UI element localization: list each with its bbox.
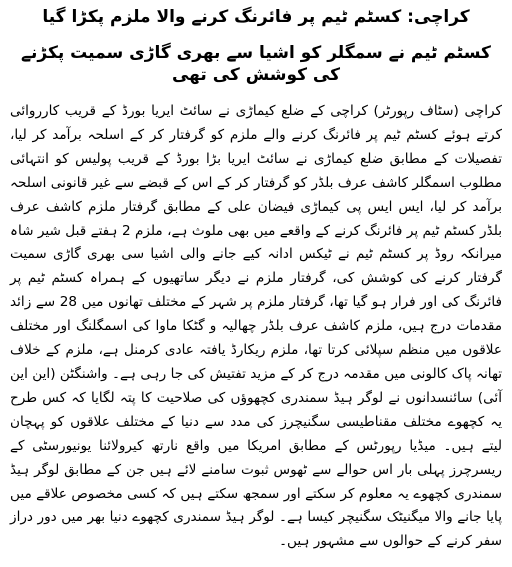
subheadline: کسٹم ٹیم نے سمگلر کو اشیا سے بھری گاڑی سمیت پکڑنے کی کوشش کی تھی — [21, 43, 491, 85]
headline: کراچی: کسٹم ٹیم پر فائرنگ کرنے والا ملزم پکڑا گیا — [42, 7, 470, 27]
article-body — [10, 100, 502, 554]
article-text: کراچی (سٹاف رپورٹر) کراچی کے ضلع کیماڑی نے سائٹ ایریا بورڈ کے قریب کارروائی کرتے ہوئے کسٹم ٹیم پر فائرنگ کرنے والے ملزم کو گرفتار کر کے اسلحہ برآمد کر لیا، تفصیلات کے مطابق ضلع کیماڑی نے سائٹ ایریا بڑا بورڈ کے قریب پولیس کو انتہائی مطلوب اسمگلر کاشف عرف بلڈر کو گرفتار کر کے اس کے قبضے سے غیر قانونی اسلحہ برآمد کر لیا، ایس ایس پی کیماڑی فیضان علی کے مطابق گرفتار ملزم کاشف عرف بلڈر کسٹم ٹیم پر فائرنگ کرنے کے واقعے میں بھی ملوث ہے، ملزم 2 ہفتے قبل شیر شاہ میرانکہ روڈ پر کسٹم ٹیم نے ٹیکس ادانہ کیے جانے والی اشیا سی بھری گاڑی سمیت گرفتار کرنے کی کوشش کی، گرفتار ملزم نے دیگر ساتھیوں کے ہمراہ کسٹم ٹیم پر فائرنگ کی اور فرار ہو گیا تھا، گرفتار ملزم پر شہر کے مختلف تھانوں میں 28 سے زائد مقدمات درج ہیں، ملزم کاشف عرف بلڈر چھالیہ و گٹکا ماوا کی اسمگلنگ اور مختلف علاقوں میں منظم سپلائی کرتا تھا، ملزم ریکارڈ یافتہ عادی کرمنل ہے، ملزم کے خلاف تھانہ پاک کالونی میں مقدمہ درج کر کے مزید تفتیش کی جا رہی ہے۔ واشنگٹن (این این آئی) سائنسدانوں نے لوگر ہیڈ سمندری کچھوؤں کی صلاحیت کا پتہ لگایا کہ کس طرح یہ کچھوے مختلف مقناطیسی سگنیچرز کی مدد سے دنیا کے مختلف علاقوں کو پہچان لیتے ہیں۔ میڈیا رپورٹس کے مطابق امریکا میں واقع نارتھ کیرولائنا یونیورسٹی کے ریسرچرز پہلی بار اس حوالے سے ٹھوس ثبوت سامنے لائے ہیں جن کے مطابق لوگر ہیڈ سمندری کچھوے یہ معلوم کر سکتے اور سمجھ سکتے ہیں کہ کسی مخصوص علاقے میں پایا جانے والا میگنیٹک سگنیچر کیسا ہے۔ لوگر ہیڈ سمندری کچھوے دنیا بھر میں دور دراز سفر کرنے کے حوالوں سے مشہور ہیں۔ — [10, 103, 502, 550]
